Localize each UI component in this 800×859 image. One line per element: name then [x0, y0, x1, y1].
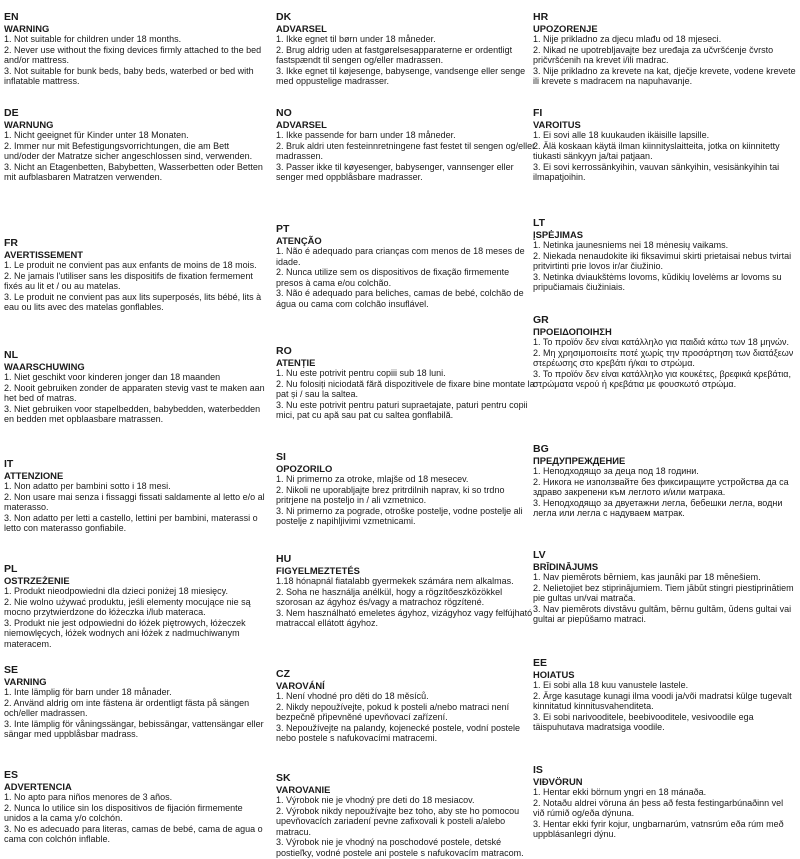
warning-item: 3. Неподходящо за двуетажни легла, бебешки легла, водни легла или легла с надуваем матрак. [533, 497, 783, 519]
warning-item: 1. Το προϊόν δεν είναι κατάλληλο για παιδιά κάτω των 18 μηνών. [533, 337, 789, 347]
warning-item: 1.18 hónapnál fiatalabb gyermekek számára nem alkalmas. [276, 576, 514, 586]
warning-section-fr [4, 238, 266, 313]
warning-item: 2. Immer nur mit Befestigungsvorrichtungen, die am Bett und/oder der Matratze sicher angeschlossen sind, verwenden. [4, 140, 253, 162]
warning-section-ee [533, 658, 797, 733]
warning-item: 3. Ei sovi kerrossänkyihin, vauvan sänkyihin, vesisänkyihin tai ilmapatjoihin. [533, 161, 780, 183]
warning-item: 3. Não é adequado para beliches, camas de bebé, colchão de água ou cama com colchão insuflável. [276, 288, 524, 309]
warning-item: 1. Inte lämplig för barn under 18 månader. [4, 687, 172, 697]
warning-item: 1. Ikke passende for barn under 18 måneder. [276, 130, 456, 140]
language-code: EE [533, 657, 548, 669]
warning-section-se [4, 665, 266, 740]
warning-item: 1. Non adatto per bambini sotto i 18 mesi. [4, 481, 171, 491]
warning-item: 1. No apto para niños menores de 3 años. [4, 792, 173, 802]
warning-item: 1. Неподходящо за деца под 18 години. [533, 466, 699, 476]
warning-item: 1. Netinka jaunesniems nei 18 mėnesių vaikams. [533, 240, 729, 250]
warning-heading: VAROITUS [533, 119, 581, 130]
warning-item: 3. Le produit ne convient pas aux lits superposés, lits bébé, lits à eau ou lits avec des matelas gonflables. [4, 291, 262, 313]
warning-item: 3. Výrobok nie je vhodný na poschodové postele, detské postieľky, vodné postele ani postele s nafukovacím matracom. [276, 837, 524, 858]
warning-item: 1. Not suitable for children under 18 months. [4, 34, 182, 44]
warning-item: 3. Το προϊόν δεν είναι κατάλληλο για κουκέτες, βρεφικά κρεβάτια, στρώματα νερού ή κρεβάτια με φουσκωτό στρώμα. [533, 368, 791, 390]
warning-section-sk [276, 773, 538, 859]
warning-item: 1. Ei sobi alla 18 kuu vanustele lastele. [533, 680, 689, 690]
warning-item: 1. Nicht geeignet für Kinder unter 18 Monaten. [4, 130, 189, 140]
warning-item: 2. Nunca utilize sem os dispositivos de fixação firmemente presos à cama e/ou colchão. [276, 267, 510, 288]
warning-item: 3. Nicht an Etagenbetten, Babybetten, Wasserbetten oder Betten mit aufblasbaren Matratzen verwenden. [4, 161, 263, 183]
warning-section-si [276, 452, 538, 527]
language-code: SE [4, 664, 19, 676]
warning-item: 3. Inte lämplig för våningssängar, bebissängar, vattensängar eller sängar med uppblåsbar madrass. [4, 718, 264, 740]
language-code: GR [533, 314, 549, 326]
warning-section-ro [276, 346, 538, 421]
warning-item: 2. Niekada nenaudokite iki fiksavimui skirti prietaisai nebus tvirtai pritvirtinti prie lovos ir/ar čiužinio. [533, 250, 792, 272]
warning-section-nl [4, 350, 266, 425]
warning-section-hr [533, 12, 797, 87]
language-code: IS [533, 764, 543, 776]
warning-item: 3. Nepoužívejte na palandy, kojenecké postele, vodní postele nebo postele s nafukovacími matracemi. [276, 722, 520, 744]
warning-heading: VIÐVÖRUN [533, 776, 583, 787]
language-code: FI [533, 107, 543, 119]
warning-heading: ПРЕДУПРЕЖДЕНИЕ [533, 455, 626, 466]
warning-item: 3. Produkt nie jest odpowiedni do łóżek piętrowych, łóżeczek niemowlęcych, łóżek wodnych ani łóżek z nadmuchiwanym materacem. [4, 617, 246, 649]
language-code: SI [276, 451, 286, 463]
warning-heading: VAROVÁNÍ [276, 680, 325, 691]
warning-item: 2. Nooit gebruiken zonder de apparaten stevig vast te maken aan het bed of matras. [4, 382, 265, 404]
warning-item: 2. Nunca lo utilice sin los dispositivos de fijación firmemente unidos a la cama y/o colchón. [4, 802, 243, 824]
language-code: HR [533, 11, 549, 23]
warning-heading: WAARSCHUWING [4, 361, 85, 372]
warning-item: 2. Non usare mai senza i fissaggi fissati saldamente al letto e/o al materasso. [4, 491, 265, 513]
warning-heading: VAROVANIE [276, 784, 331, 795]
warning-heading: ADVARSEL [276, 23, 327, 34]
warning-item: 1. Ei sovi alle 18 kuukauden ikäisille lapsille. [533, 130, 710, 140]
warning-item: 2. Nu folosiți niciodată fără dispozitivele de fixare bine montate la pat și / sau la saltea. [276, 378, 535, 400]
language-code: PT [276, 223, 290, 235]
warning-item: 3. Hentar ekki fyrir kojur, ungbarnarúm, vatnsrúm eða rúm með uppblásanlegri dýnu. [533, 818, 784, 840]
warning-item: 3. Netinka dviaukštėms lovoms, kūdikių lovelėms ar lovoms su pripučiamais čiužiniais. [533, 271, 782, 293]
language-code: RO [276, 345, 292, 357]
warning-heading: HOIATUS [533, 669, 575, 680]
warning-item: 1. Hentar ekki börnum yngri en 18 mánaða. [533, 787, 707, 797]
language-code: LV [533, 549, 546, 561]
language-code: DK [276, 11, 292, 23]
warning-heading: ΠΡΟΕΙΔΟΠΟΙΗΣΗ [533, 326, 612, 337]
warning-heading: WARNING [4, 23, 50, 34]
warning-item: 3. No es adecuado para literas, camas de bebé, cama de agua o cama con colchón inflable. [4, 823, 263, 845]
warning-section-es [4, 770, 266, 845]
language-code: PL [4, 563, 18, 575]
warning-item: 1. Ni primerno za otroke, mlajše od 18 mesecev. [276, 474, 469, 484]
warning-item: 2. Brug aldrig uden at fastgørelsesapparaterne er ordentligt fastspændt til sengen og/eller madrassen. [276, 44, 513, 66]
warning-item: 3. Nije prikladno za krevete na kat, dječje krevete, vodene krevete ili krevete s madracem na napuhavanje. [533, 65, 796, 87]
warning-item: 3. Ei sobi narivooditele, beebivooditele, vesivoodile ega täispuhutava madratsiga voodile. [533, 711, 754, 733]
warning-section-pl [4, 564, 266, 650]
warning-item: 1. Le produit ne convient pas aux enfants de moins de 18 mois. [4, 260, 257, 270]
warning-item: 3. Ni primerno za pograde, otroške postelje, vodne postelje ali postelje z napihljivimi vzmetnicami. [276, 505, 523, 527]
warning-heading: VARNING [4, 676, 47, 687]
warning-heading: ĮSPĖJIMAS [533, 229, 584, 240]
warning-item: 3. Nem használható emeletes ágyhoz, vizágyhoz vagy felfújható matraccal ellátott ágyhoz. [276, 607, 533, 629]
warning-item: 2. Bruk aldri uten festeinnretningene fast festet til sengen og/eller madrassen. [276, 140, 536, 162]
language-code: SK [276, 772, 291, 784]
warning-item: 1. Nije prikladno za djecu mlađu od 18 mjeseci. [533, 34, 722, 44]
warning-item: 2. Nikoli ne uporabljajte brez pritrdilnih naprav, ki so trdno pritrjene na posteljo in / ali vzmetnico. [276, 484, 505, 506]
warning-item: 1. Ikke egnet til børn under 18 måneder. [276, 34, 436, 44]
warning-section-cz [276, 669, 538, 744]
warning-heading: UPOZORENJE [533, 23, 598, 34]
warning-item: 2. Никога не използвайте без фиксиращите устройства да са здраво закрепени към леглото и/или матрака. [533, 476, 789, 498]
warning-section-pt [276, 224, 538, 310]
warning-heading: ADVERTENCIA [4, 781, 72, 792]
warning-section-de [4, 108, 266, 183]
warning-item: 2. Notaðu aldrei vöruna án þess að festa festingarbúnaðinn vel við rúmið og/eða dýnuna. [533, 797, 784, 819]
warning-heading: FIGYELMEZTETÉS [276, 565, 360, 576]
warning-item: 2. Nikad ne upotrebljavajte bez uređaja za učvršćenje čvrsto pričvršćenih na krevet i/ili madrac. [533, 44, 774, 66]
warning-item: 2. Never use without the fixing devices firmly attached to the bed and/or mattress. [4, 44, 262, 66]
warning-item: 1. Produkt nieodpowiedni dla dzieci poniżej 18 miesięcy. [4, 586, 228, 596]
warning-section-en [4, 12, 266, 87]
warning-item: 2. Ärge kasutage kunagi ilma voodi ja/või madratsi külge tugevalt kinnitatud kinnitusvahenditeta. [533, 690, 792, 712]
warning-section-bg [533, 444, 797, 519]
language-code: CZ [276, 668, 290, 680]
warning-item: 2. Μη χρησιμοποιείτε ποτέ χωρίς την προσάρτηση των διατάξεων στερέωσης στο κρεβάτι ή/και το στρώμα. [533, 347, 794, 369]
language-code: NL [4, 349, 18, 361]
warning-section-lt [533, 218, 797, 293]
warning-section-lv [533, 550, 797, 625]
language-code: FR [4, 237, 18, 249]
language-code: EN [4, 11, 19, 23]
language-code: NO [276, 107, 292, 119]
warning-heading: ATENÇÃO [276, 235, 322, 246]
warning-item: 1. Nu este potrivit pentru copiii sub 18 luni. [276, 368, 446, 378]
language-code: HU [276, 553, 292, 565]
language-code: ES [4, 769, 19, 781]
warning-item: 2. Nelietojiet bez stiprinājumiem. Tiem jābūt stingri piestiprinātiem pie gultas un/vai matrača. [533, 582, 794, 604]
warning-item: 3. Niet gebruiken voor stapelbedden, babybedden, waterbedden en bedden met opblaasbare matrassen. [4, 403, 261, 425]
warning-section-it [4, 459, 266, 534]
warning-section-fi [533, 108, 797, 183]
warning-item: 2. Ne jamais l'utiliser sans les dispositifs de fixation fermement fixés au lit et / ou au matelas. [4, 270, 253, 292]
warning-section-no [276, 108, 538, 183]
warning-heading: OPOZORILO [276, 463, 333, 474]
warning-heading: AVERTISSEMENT [4, 249, 83, 260]
language-code: LT [533, 217, 546, 229]
warning-section-is [533, 765, 797, 840]
warning-item: 3. Ikke egnet til køjesenge, babysenge, vandsenge eller senge med oppustelige madrasser. [276, 65, 526, 87]
language-code: IT [4, 458, 14, 470]
warning-item: 3. Not suitable for bunk beds, baby beds, waterbed or bed with inflatable mattress. [4, 65, 254, 87]
language-code: DE [4, 107, 19, 119]
warning-heading: ADVARSEL [276, 119, 327, 130]
warning-item: 2. Výrobok nikdy nepoužívajte bez toho, aby ste ho pomocou upevňovacích zariadení pevne zafixovali k posteli a/alebo matracu. [276, 805, 520, 837]
warning-item: 1. Výrobok nie je vhodný pre deti do 18 mesiacov. [276, 795, 475, 805]
warning-heading: OSTRZEŻENIE [4, 575, 70, 586]
language-code: BG [533, 443, 549, 455]
warning-heading: WARNUNG [4, 119, 54, 130]
warning-item: 2. Älä koskaan käytä ilman kiinnityslaitteita, jotka on kiinnitetty tiukasti sänkyyn ja/tai patjaan. [533, 140, 780, 162]
warning-heading: BRĪDINĀJUMS [533, 561, 599, 572]
warning-item: 2. Använd aldrig om inte fästena är ordentligt fästa på sängen och/eller madrassen. [4, 697, 250, 719]
warning-item: 2. Nikdy nepoužívejte, pokud k posteli a/nebo matraci není bezpečně připevněné upevňovací zařízení. [276, 701, 510, 723]
warning-item: 3. Nav piemērots divstāvu gultām, bērnu gultām, ūdens gultai vai gultai ar piepūšamo matraci. [533, 603, 792, 625]
warning-section-gr [533, 315, 797, 390]
warning-item: 3. Nu este potrivit pentru paturi supraetajate, paturi pentru copii mici, pat cu apă sau pat cu saltea gonflabilă. [276, 399, 528, 421]
warning-item: 1. Nav piemērots bērniem, kas jaunāki par 18 mēnešiem. [533, 572, 761, 582]
warning-item: 3. Passer ikke til køyesenger, babysenger, vannsenger eller senger med oppblåsbare madrasser. [276, 161, 514, 183]
warning-heading: ATTENZIONE [4, 470, 64, 481]
warning-item: 1. Není vhodné pro děti do 18 měsíců. [276, 691, 429, 701]
warning-item: 1. Não é adequado para crianças com menos de 18 meses de idade. [276, 246, 525, 267]
warning-section-dk [276, 12, 538, 87]
warning-heading: ATENȚIE [276, 357, 316, 368]
warning-item: 2. Soha ne használja anélkül, hogy a rögzítőeszközökkel szorosan az ágyhoz és/vagy a matrachoz rögzítené. [276, 586, 503, 608]
warning-item: 2. Nie wolno używać produktu, jeśli elementy mocujące nie są mocno przytwierdzone do łóżeczka i/lub materaca. [4, 596, 251, 618]
warning-item: 3. Non adatto per letti a castello, lettini per bambini, materassi o letto con materasso gonfiabile. [4, 512, 258, 534]
warning-item: 1. Niet geschikt voor kinderen jonger dan 18 maanden [4, 372, 221, 382]
warning-section-hu [276, 554, 538, 629]
